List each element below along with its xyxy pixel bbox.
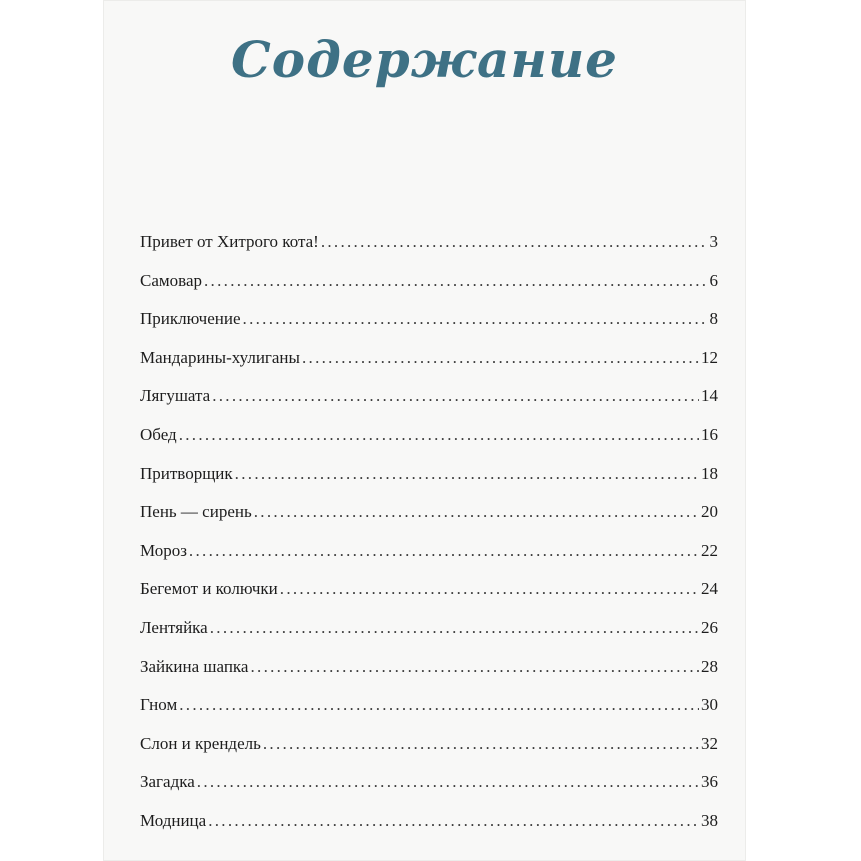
toc-entry	[140, 425, 718, 464]
toc-entry	[140, 541, 718, 580]
toc-entry	[140, 502, 718, 541]
toc-entry-label: Приключение	[140, 309, 241, 329]
toc-entry-page: 8	[709, 309, 718, 329]
table-of-contents	[140, 232, 718, 850]
toc-entry-label: Гном	[140, 695, 178, 715]
toc-entry-label: Самовар	[140, 270, 202, 290]
toc-entry-label: Зайкина шапка	[140, 656, 249, 676]
toc-entry-page: 12	[701, 347, 718, 367]
toc-entry-label: Лентяйка	[140, 617, 208, 637]
toc-entry-label: Пень — сирень	[140, 502, 252, 522]
toc-entry-label: Обед	[140, 424, 177, 444]
toc-entry	[140, 386, 718, 425]
toc-entry	[140, 772, 718, 811]
dot-leader	[212, 386, 699, 406]
dot-leader	[208, 811, 699, 831]
toc-entry-label: Мандарины-хулиганы	[140, 347, 300, 367]
dot-leader	[189, 541, 699, 561]
toc-entry-label: Слон и крендель	[140, 733, 261, 753]
toc-entry	[140, 579, 718, 618]
toc-entry-label: Привет от Хитрого кота!	[140, 232, 319, 251]
toc-entry-label: Модница	[140, 810, 207, 830]
toc-entry-page: 22	[701, 540, 718, 560]
toc-entry-page: 28	[701, 656, 718, 676]
toc-entry	[140, 618, 718, 657]
toc-entry	[140, 232, 718, 271]
toc-entry-page: 14	[701, 386, 718, 406]
toc-entry-label: Лягушата	[140, 386, 211, 406]
toc-entry	[140, 464, 718, 503]
dot-leader	[210, 618, 699, 638]
dot-leader	[280, 579, 699, 599]
toc-entry-label: Загадка	[140, 772, 195, 792]
toc-entry	[140, 348, 718, 387]
dot-leader	[204, 271, 708, 291]
toc-entry-page: 38	[701, 810, 718, 830]
toc-entry-page: 26	[701, 617, 718, 637]
page-title: Содержание	[231, 30, 618, 89]
toc-entry-page: 32	[701, 733, 718, 753]
toc-entry-label: Притворщик	[140, 463, 233, 483]
toc-entry-label: Бегемот и колючки	[140, 579, 278, 599]
dot-leader	[263, 734, 699, 754]
dot-leader	[302, 348, 699, 368]
dot-leader	[243, 309, 708, 329]
toc-entry-page: 16	[701, 424, 718, 444]
toc-entry	[140, 811, 718, 850]
dot-leader	[254, 502, 699, 522]
toc-entry-page: 3	[709, 232, 718, 251]
toc-entry	[140, 271, 718, 310]
toc-entry	[140, 734, 718, 773]
dot-leader	[179, 695, 699, 715]
dot-leader	[179, 425, 699, 445]
toc-entry	[140, 695, 718, 734]
toc-entry	[140, 309, 718, 348]
toc-entry-page: 20	[701, 502, 718, 522]
toc-entry-page: 18	[701, 463, 718, 483]
toc-entry-page: 6	[709, 270, 718, 290]
toc-entry-page: 36	[701, 772, 718, 792]
toc-entry-page: 24	[701, 579, 718, 599]
dot-leader	[321, 232, 708, 252]
toc-entry	[140, 657, 718, 696]
toc-entry-label: Мороз	[140, 540, 187, 560]
dot-leader	[235, 464, 699, 484]
toc-entry-page: 30	[701, 695, 718, 715]
dot-leader	[250, 657, 699, 677]
dot-leader	[197, 772, 699, 792]
